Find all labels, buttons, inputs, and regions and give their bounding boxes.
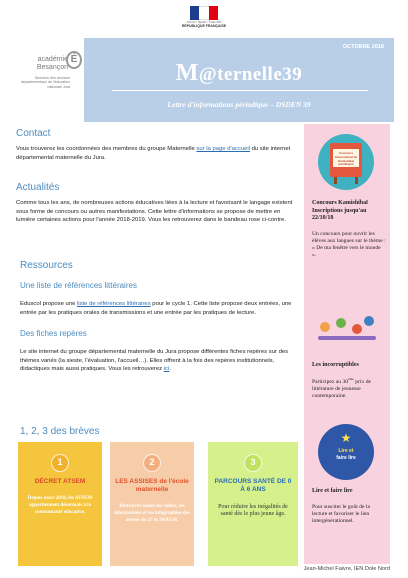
newsletter-subtitle: Lettre d'informations périodique – DSDEN 39 — [167, 100, 311, 109]
republic-motto: Liberté • Égalité • Fraternité — [186, 20, 222, 24]
actualites-text: Comme tous les ans, de nombreuses actions éducatives liées à la lecture et favorisant le langage existent sous forme de concours ou autres manifestations. Cette lettre d'informations se propose de mettre en lumière certaines actions pour l'année 2018-2019. Vous les retrouverez dans le bandeau rose ci-contre. — [16, 200, 293, 224]
lire-logo-line2: faire lire — [336, 455, 356, 461]
logo-subtitle: Direction des services départementaux de l'éducation nationale Jura — [20, 76, 70, 89]
breve-number: 1 — [51, 454, 69, 472]
references-text-end: pour le cycle 1. Cette liste propose deux entrées, une entrée par les pratiques orales de transmissions et une entrée par les pratiques de lecture. — [20, 301, 292, 316]
incorruptibles-illustration — [314, 314, 380, 354]
fiches-heading: Des fiches repères — [20, 329, 87, 339]
fiches-text-end: . — [169, 366, 171, 373]
fiches-text-start: Le site internet du groupe départemental maternelle du Jura propose différentes fiches repères sur des thèmes variés (la sieste, l'évaluation, l'accueil…). Elles offrent à la fois des repères institutionnels, didactiques mais aussi pratiques. Vous les retrouverez — [20, 349, 289, 373]
kamishibai-theatre-icon — [330, 143, 362, 177]
incorruptibles-title: Les incorruptibles — [312, 362, 359, 368]
breve-box-1 — [18, 442, 102, 566]
lire-faire-lire-text: Pour susciter le goût de la lecture et favoriser le lien intergénérationnel. — [312, 503, 370, 524]
republique-francaise-logo — [180, 6, 228, 36]
breve-text: Retrouvez toutes les vidéos, les informations et les infographies des assises du 27 et 28/03/18. — [114, 504, 190, 523]
breve-title: LES ASSISES de l'école maternelle — [115, 478, 189, 493]
kamishibai-title: Concours Kamishibaï Inscriptions jusqu'au 22/10/18 — [312, 200, 368, 221]
actualites-section — [16, 182, 298, 225]
breve-title: DÉCRET ATSEM — [34, 478, 86, 485]
lire-faire-lire-item — [312, 488, 386, 525]
academie-logo — [14, 38, 84, 122]
contact-text-start: Vous trouverez les coordonnées des membres du groupe Maternelle — [16, 146, 197, 152]
breve-box-2 — [110, 442, 194, 566]
republic-name: RÉPUBLIQUE FRANÇAISE — [181, 24, 227, 28]
references-heading: Une liste de références littéraires — [20, 281, 137, 290]
kamishibai-screen-text: Concours international de Kamishibaï plurilingue — [334, 151, 358, 167]
newsletter-title — [84, 60, 394, 87]
title-rest: @ternelle39 — [198, 64, 303, 85]
breve-number: 2 — [143, 454, 161, 472]
breve-text: Pour réduire les inégalités de santé dès le plus jeune âge. — [218, 504, 288, 518]
author-footer: Jean-Michel Faivre, IEN Dole Nord — [303, 566, 390, 572]
logo-line-academie: académie — [37, 56, 68, 63]
title-initial: M — [175, 60, 199, 86]
breve-number: 3 — [244, 454, 262, 472]
kamishibai-item — [312, 200, 386, 259]
actualites-heading: Actualités — [16, 182, 60, 193]
fiches-text — [20, 348, 298, 374]
french-flag-icon — [190, 6, 218, 20]
ressources-section — [20, 260, 298, 374]
fiches-link[interactable]: ici — [163, 366, 170, 373]
contact-text — [16, 145, 298, 162]
logo-line-besancon: Besançon — [36, 64, 68, 71]
lire-logo-line1: Lire et — [338, 448, 354, 454]
kamishibai-text: Un concours pour ouvrir les élèves aux langues sur le thème : « De ma fenêtre vers le monde ». — [312, 230, 386, 259]
references-text-start: Eduscol propose une — [20, 301, 77, 307]
newsletter-header — [14, 38, 394, 122]
side-banner — [304, 124, 390, 564]
references-link[interactable]: liste de références littéraires — [76, 301, 151, 307]
star-icon: ★ — [340, 431, 352, 445]
incorruptibles-item — [312, 362, 386, 400]
lire-faire-lire-title: Lire et faire lire — [312, 488, 353, 494]
incorruptibles-text-end: prix de littérature de jeunesse contemporaine. — [312, 378, 371, 399]
contact-page-link[interactable]: sur la page d'accueil — [196, 146, 250, 152]
academie-e-icon: É — [66, 51, 82, 69]
lire-faire-lire-logo — [318, 424, 374, 480]
contact-text-end: du site internet départemental maternelle du Jura. — [16, 146, 291, 161]
breve-box-3 — [208, 442, 298, 566]
incorruptibles-sup: ème — [348, 376, 354, 381]
contact-heading: Contact — [16, 128, 51, 139]
breve-text: Depuis mars 2018, les ATSEM appartiennent désormais à la communauté éducative. — [27, 496, 93, 515]
breve-title: PARCOURS SANTÉ DE 0 À 6 ANS — [214, 478, 292, 493]
issue-date: OCTOBRE 2018 — [342, 44, 384, 50]
incorruptibles-text-start: Participez au 30 — [312, 378, 349, 385]
title-divider — [112, 90, 368, 91]
contact-section — [16, 128, 298, 162]
breves-heading: 1, 2, 3 des brèves — [20, 426, 100, 437]
ressources-heading: Ressources — [20, 260, 73, 271]
kamishibai-illustration — [318, 134, 374, 190]
incorruptibles-text — [312, 376, 386, 400]
references-text — [20, 300, 298, 317]
